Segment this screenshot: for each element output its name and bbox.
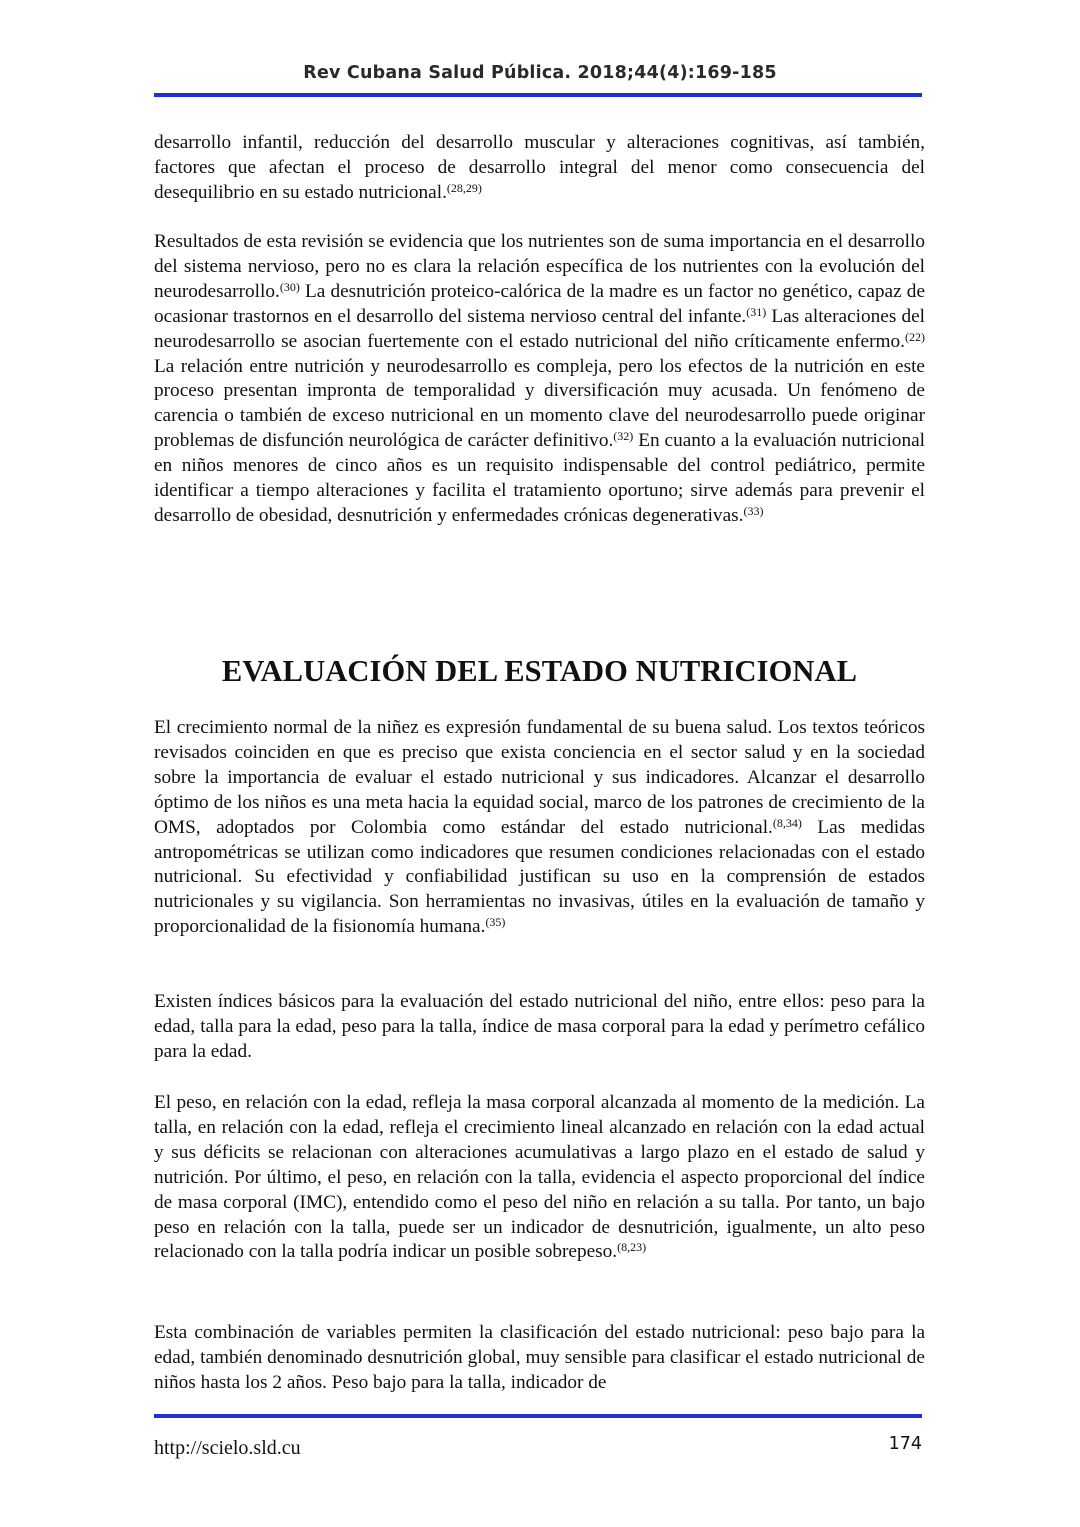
citation: (8,23) bbox=[617, 1240, 647, 1255]
paragraph-review-results bbox=[154, 230, 925, 529]
citation: (22) bbox=[905, 329, 925, 344]
footer-rule bbox=[154, 1414, 922, 1418]
text-segment: Esta combinación de variables permiten la clasificación del estado nutricional: peso bajo para la edad, también denominado desnutrición global, muy sensible para clasificar el estado nutricional de niños hasta los 2 años. Peso bajo para la talla, indicador de bbox=[154, 1322, 925, 1393]
text-segment: El crecimiento normal de la niñez es expresión fundamental de su buena salud. Los textos teóricos revisados coinciden en que es preciso que exista conciencia en el sector salud y en la sociedad sobre la importancia de evaluar el estado nutricional y sus indicadores. Alcanzar el desarrollo óptimo de los niños es una meta hacia la equidad social, marco de los patrones de crecimiento de la OMS, adoptados por Colombia como estándar del estado nutricional. bbox=[154, 717, 925, 838]
text-segment: Existen índices básicos para la evaluación del estado nutricional del niño, entre ellos: peso para la edad, talla para la edad, peso para la talla, índice de masa corporal para la edad y perímetro cefálico para la edad. bbox=[154, 991, 925, 1062]
text-segment: Las alteraciones del neurodesarrollo se asocian fuertemente con el estado nutricional del niño críticamente enfermo. bbox=[154, 305, 926, 352]
citation: (33) bbox=[743, 503, 764, 518]
text-segment: La desnutrición proteico-calórica de la madre es un factor no genético, capaz de ocasionar trastornos en el desarrollo del sistema nervioso central del infante. bbox=[154, 280, 925, 327]
text-segment: En cuanto a la evaluación nutricional en niños menores de cinco años es un requisito indispensable del control pediátrico, permite identificar a tiempo alteraciones y facilita el tratamiento oportuno; sirve además para prevenir el desarrollo de obesidad, desnutrición y enfermedades crónicas degenerativas. bbox=[154, 430, 926, 526]
text-segment: Las medidas antropométricas se utilizan como indicadores que resumen condiciones relacionadas con el estado nutricional. Su efectividad y confiabilidad justifican su uso en la comprensión de estados nutricionales y su vigilancia. Son herramientas no invasivas, útiles en la evaluación de tamaño y proporcionalidad de la fisionomía humana. bbox=[154, 816, 925, 938]
citation: (28,29) bbox=[446, 180, 482, 195]
header-rule bbox=[154, 93, 922, 97]
paragraph-weight-height bbox=[154, 1091, 925, 1265]
text-segment: La relación entre nutrición y neurodesarrollo es compleja, pero los efectos de la nutrición en este proceso presentan impronta de temporalidad y diversificación muy acusada. Un fenómeno de carencia o también de exceso nutricional en un momento clave del neurodesarrollo puede originar problemas de disfunción neurológica de carácter definitivo. bbox=[154, 355, 925, 452]
citation: (32) bbox=[613, 429, 634, 444]
running-head: Rev Cubana Salud Pública. 2018;44(4):169-185 bbox=[303, 63, 777, 83]
paragraph-normal-growth bbox=[154, 716, 925, 940]
paragraph-classification bbox=[154, 1321, 925, 1396]
page-number: 174 bbox=[888, 1434, 922, 1454]
citation: (8,34) bbox=[772, 815, 802, 830]
citation: (30) bbox=[279, 279, 300, 294]
text-segment: El peso, en relación con la edad, refleja la masa corporal alcanzada al momento de la medición. La talla, en relación con la edad, refleja el crecimiento lineal alcanzado en relación con la edad actual y sus déficits se relacionan con alteraciones acumulativas a largo plazo en el estado de salud y nutrición. Por último, el peso, en relación con la talla, evidencia el aspecto proporcional del índice de masa corporal (IMC), entendido como el peso del niño en relación a su talla. Por tanto, un bajo peso en relación con la talla, puede ser un indicador de desnutrición, igualmente, un alto peso relacionado con la talla podría indicar un posible sobrepeso. bbox=[154, 1092, 925, 1263]
text-segment: Resultados de esta revisión se evidencia que los nutrientes son de suma importancia en el desarrollo del sistema nervioso, pero no es clara la relación específica de los nutrientes con la evolución del neurodesarrollo. bbox=[154, 231, 925, 302]
section-heading: EVALUACIÓN DEL ESTADO NUTRICIONAL bbox=[221, 654, 858, 688]
paragraph-basic-indices bbox=[154, 990, 925, 1065]
citation: (31) bbox=[746, 304, 767, 319]
text-segment: desarrollo infantil, reducción del desarrollo muscular y alteraciones cognitivas, así también, factores que afectan el proceso de desarrollo integral del menor como consecuencia del desequilibrio en su estado nutricional. bbox=[154, 132, 925, 203]
citation: (35) bbox=[485, 915, 506, 930]
paragraph-continuation bbox=[154, 131, 925, 206]
footer-url-link[interactable]: http://scielo.sld.cu bbox=[154, 1437, 301, 1459]
